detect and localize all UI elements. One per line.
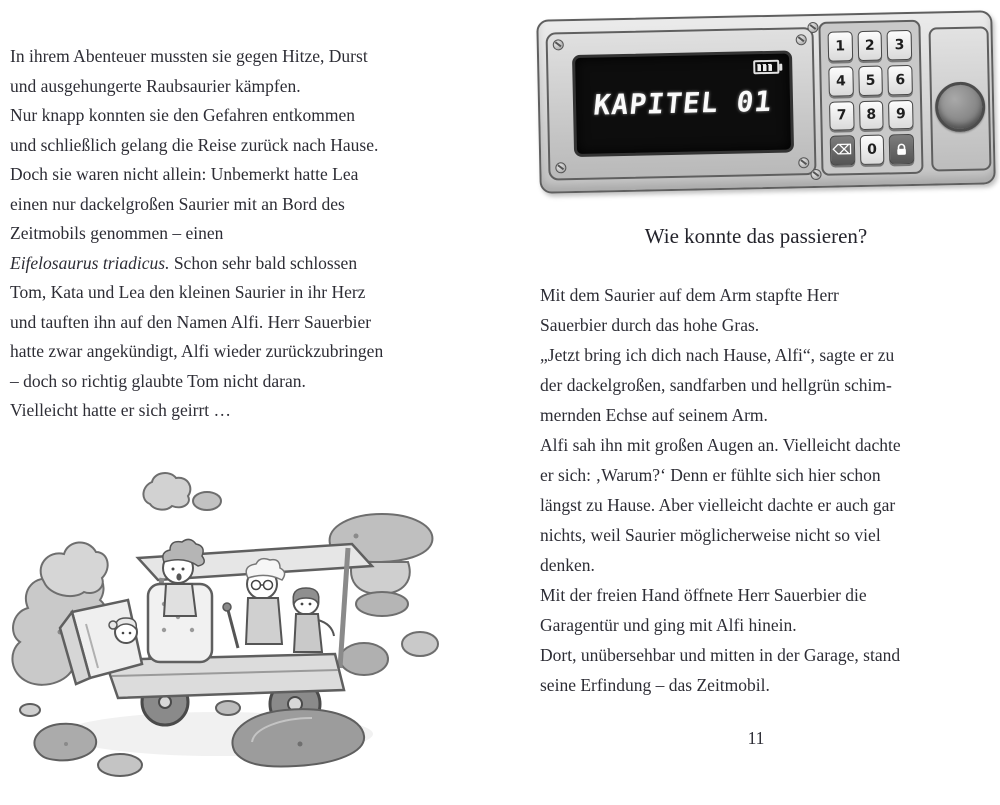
intro-line: Doch sie waren nicht allein: Unbemerkt hatte Lea	[10, 164, 359, 184]
intro-line: – doch so richtig glaubte Tom nicht daran.	[10, 370, 306, 391]
body-line: Dort, unübersehbar und mitten in der Garage, stand	[540, 645, 901, 665]
key-0: 0	[859, 135, 884, 165]
key-9: 9	[888, 99, 913, 129]
body-line: Sauerbier durch das hohe Gras.	[540, 315, 760, 335]
chapter-display-text: KAPITEL 01	[592, 84, 774, 122]
intro-line: einen nur dackelgroßen Saurier mit an Bord des	[10, 193, 345, 214]
body-line: der dackelgroßen, sandfarben und hellgrün schim-	[540, 375, 892, 395]
chapter-display-device	[536, 5, 996, 197]
screen-bezel	[546, 27, 817, 181]
species-name: Eifelosaurus triadicus.	[10, 252, 170, 273]
keypad	[818, 20, 923, 176]
body-line: längst zu Hause. Aber vielleicht dachte er auch gar	[540, 495, 896, 515]
screw-icon	[796, 34, 807, 45]
intro-line: Tom, Kata und Lea den kleinen Saurier in ihr Herz	[10, 282, 366, 302]
screw-icon	[810, 169, 821, 180]
key-8: 8	[859, 100, 884, 130]
intro-line-rest: Schon sehr bald schlossen	[169, 252, 358, 273]
lcd-screen	[572, 50, 794, 157]
intro-line: Vielleicht hatte er sich geirrt …	[10, 400, 232, 420]
body-line: Mit der freien Hand öffnete Herr Sauerbier die	[540, 585, 867, 605]
key-6: 6	[888, 65, 913, 95]
screw-icon	[798, 157, 809, 168]
body-line: Garagentür und ging mit Alfi hinein.	[540, 615, 797, 635]
intro-line: und schließlich gelang die Reise zurück nach Hause.	[10, 134, 379, 155]
intro-paragraph	[10, 42, 462, 426]
intro-line: Nur knapp konnten sie den Gefahren entkommen	[10, 105, 356, 125]
device-body	[536, 10, 996, 194]
body-line: Alfi sah ihn mit großen Augen an. Vielleicht dachte	[540, 435, 901, 455]
power-button-panel	[928, 26, 991, 171]
zeitmobil-illustration	[0, 452, 448, 800]
screw-icon	[807, 22, 818, 33]
key-3: 3	[887, 30, 912, 60]
battery-icon	[753, 60, 779, 75]
intro-line: und tauften ihn auf den Namen Alfi. Herr Sauerbier	[10, 311, 372, 332]
body-line: nichts, weil Saurier möglicherweise nicht so viel	[540, 525, 881, 545]
body-line: mernden Echse auf seinem Arm.	[540, 405, 768, 425]
key-2: 2	[857, 31, 882, 61]
body-line: denken.	[540, 555, 595, 575]
body-line: „Jetzt bring ich dich nach Hause, Alfi“, sagte er zu	[540, 345, 895, 365]
round-power-button	[935, 82, 986, 133]
zeitmobil-illustration-svg	[0, 452, 448, 800]
intro-line	[10, 249, 462, 279]
key-4: 4	[828, 66, 853, 96]
body-line: er sich: ‚Warum?‘ Denn er fühlte sich hier schon	[540, 465, 881, 485]
key-7: 7	[829, 101, 854, 131]
screw-icon	[555, 162, 566, 173]
intro-line: hatte zwar angekündigt, Alfi wieder zurückzubringen	[10, 341, 384, 361]
key-5: 5	[858, 65, 883, 95]
key-lock	[889, 134, 914, 164]
intro-line: und ausgehungerte Raubsaurier kämpfen.	[10, 75, 301, 96]
screw-icon	[553, 39, 564, 50]
key-1: 1	[828, 31, 853, 61]
intro-line: In ihrem Abenteuer mussten sie gegen Hitze, Durst	[10, 46, 368, 66]
page-number: 11	[747, 728, 765, 748]
chapter-title: Wie konnte das passieren?	[644, 224, 868, 248]
lock-icon	[895, 143, 908, 156]
key-backspace: ⌫	[830, 135, 855, 165]
intro-line: Zeitmobils genommen – einen	[10, 223, 224, 243]
body-line: Mit dem Saurier auf dem Arm stapfte Herr	[540, 285, 839, 305]
body-line: seine Erfindung – das Zeitmobil.	[540, 675, 770, 695]
chapter-body	[540, 280, 976, 700]
